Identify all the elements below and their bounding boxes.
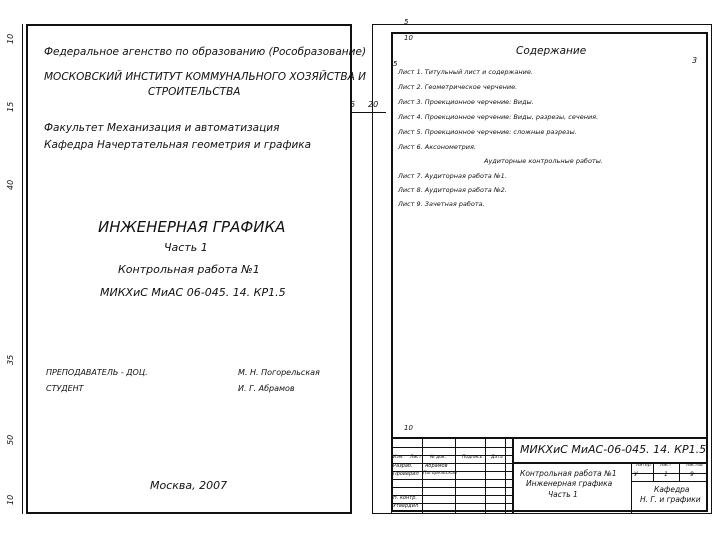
dim-5-left: 5 xyxy=(393,60,398,68)
dim-20: 20 xyxy=(368,100,379,109)
institute-line-1: МОСКОВСКИЙ ИНСТИТУТ КОММУНАЛЬНОГО ХОЗЯЙСТВА И xyxy=(44,71,367,83)
tb-row-utv: Утвердил xyxy=(393,503,419,509)
tb-row-prov-name: Погорельская xyxy=(423,471,457,476)
contents-item: Лист 8. Аудиторная работа №2. xyxy=(398,186,507,194)
tb-col-izm: Изм. xyxy=(393,455,404,460)
ruler-label: 10 xyxy=(6,494,15,505)
contents-item: Лист 7. Аудиторная работа №1. xyxy=(398,172,507,180)
ruler-label: 40 xyxy=(6,179,15,190)
tb-sheet-label: Лист xyxy=(660,463,672,468)
tb-col-doc: № док. xyxy=(430,455,447,460)
dim-10-bottom: 10 xyxy=(404,424,413,432)
teacher-name: М. Н. Погорельская xyxy=(238,368,320,377)
contents-item: Лист 2. Геометрическое черчение. xyxy=(398,83,518,91)
contents-item: Лист 6. Аксонометрия. xyxy=(398,143,476,151)
dim-5: 5 xyxy=(350,100,356,109)
ruler-label: 35 xyxy=(6,354,15,365)
contents-item: Лист 5. Проекционное черчение: сложные разрезы. xyxy=(398,128,577,136)
contents-item: Лист 4. Проекционное черчение: Виды, разрезы, сечения. xyxy=(398,113,599,121)
doc-title: ИНЖЕНЕРНАЯ ГРАФИКА xyxy=(98,218,286,236)
tb-row-nkontr: Н. контр. xyxy=(393,495,417,501)
tb-row-prov: Проверил xyxy=(393,471,419,477)
title-block-part: Часть 1 xyxy=(548,490,578,499)
dim-10-top: 10 xyxy=(404,34,413,42)
title-block-code: МИКХиС МиАС-06-045. 14. КР1.5 xyxy=(520,443,707,456)
ruler-label: 50 xyxy=(6,434,15,445)
work-label: Контрольная работа №1 xyxy=(118,263,260,276)
department-line: Кафедра Начертательная геометрия и графика xyxy=(44,139,312,151)
ruler-label: 10 xyxy=(6,33,15,44)
title-block-subject: Инженерная графика xyxy=(526,479,613,488)
institute-line-2: СТРОИТЕЛЬСТВА xyxy=(148,86,241,98)
student-label: СТУДЕНТ xyxy=(46,384,84,393)
contents-item: Лист 1. Титульный лист и содержание. xyxy=(398,68,533,76)
tb-sheets-label: Листов xyxy=(686,463,703,468)
tb-col-date: Дата xyxy=(491,455,503,460)
tb-col-list: Лист xyxy=(410,455,422,460)
tb-lit-label: Литер. xyxy=(636,463,652,468)
tb-row-razrab: Разраб. xyxy=(393,463,413,469)
tb-row-razrab-name: Абрамов xyxy=(425,463,448,469)
contents-heading: Содержание xyxy=(516,45,587,57)
tb-sheets-value: 9 xyxy=(690,471,694,478)
faculty-line: Факультет Механизация и автоматизация xyxy=(44,122,280,134)
left-ruler-line xyxy=(22,24,23,514)
ruler-label: 15 xyxy=(6,101,15,112)
dim-5-top: 5 xyxy=(404,18,409,26)
dim-3: 3 xyxy=(692,56,698,65)
contents-item: Лист 9. Зачетная работа. xyxy=(398,200,485,208)
city-year: Москва, 2007 xyxy=(150,479,228,492)
tb-dept-line-1: Кафедра xyxy=(654,485,690,494)
tb-sheet-value: 1 xyxy=(664,471,668,478)
contents-item: Лист 3. Проекционное черчение: Виды. xyxy=(398,98,534,106)
teacher-label: ПРЕПОДАВАТЕЛЬ - ДОЦ. xyxy=(46,368,148,377)
tb-col-sign: Подпись xyxy=(462,455,483,460)
part-label: Часть 1 xyxy=(164,241,208,254)
work-code: МИКХиС МиАС 06-045. 14. КР1.5 xyxy=(100,286,286,299)
agency-line: Федеральное агенство по образованию (Рособразование) xyxy=(44,46,367,58)
title-block-work: Контрольная работа №1 xyxy=(520,469,617,478)
contents-subheading: Аудиторные контрольные работы. xyxy=(484,157,603,165)
tb-lit-value: У xyxy=(634,471,638,478)
student-name: И. Г. Абрамов xyxy=(238,384,295,393)
tb-dept-line-2: Н. Г. и графики xyxy=(640,495,701,504)
